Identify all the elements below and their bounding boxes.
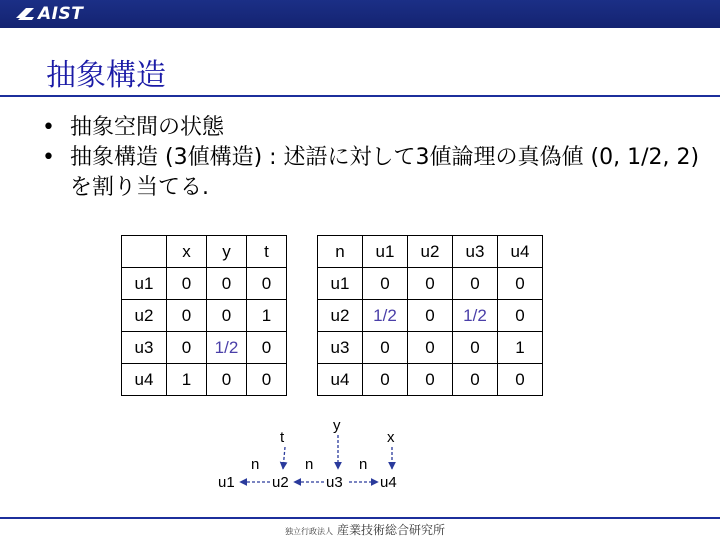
bullet-item [40,113,700,143]
bullet-text: 抽象空間の状態 [70,115,225,140]
bullet-list [40,113,700,203]
table-cell: u2 [408,236,453,268]
graph-node: u3 [326,474,343,491]
table-row [318,300,543,332]
table-cell: n [318,236,363,268]
table-cell [122,236,167,268]
header-bar [0,0,720,28]
table-cell: 1 [498,332,543,364]
table-cell: u1 [318,268,363,300]
table-cell: 0 [408,332,453,364]
table-cell: 1 [247,300,287,332]
pointer-label-t: t [280,429,285,446]
table-row [318,268,543,300]
table-cell: u2 [318,300,363,332]
bullet-item [40,143,700,203]
bullet-marker: • [42,115,55,140]
table-cell: 0 [167,268,207,300]
edge-label: n [359,456,368,473]
table-cell: 0 [408,364,453,396]
table-cell: 0 [408,300,453,332]
graph-node: u4 [380,474,397,491]
graph-node: u1 [218,474,235,491]
table-cell: 0 [498,268,543,300]
table-cell: 1/2 [363,300,408,332]
shape-graph-diagram [200,405,430,505]
footer-org-name: 産業技術総合研究所 [337,523,446,537]
table-cell: 0 [498,300,543,332]
table-row [122,332,287,364]
table-cell: u2 [122,300,167,332]
table-cell: 0 [167,300,207,332]
table-cell: 0 [247,364,287,396]
page-title: 抽象構造 [46,58,166,93]
table-row [122,300,287,332]
aist-logo [14,3,83,25]
table-cell: 0 [363,364,408,396]
logo-text: AIST [38,4,84,24]
footer-organization [285,521,445,538]
footer-org-prefix: 独立行政法人 [285,527,333,536]
table-cell: y [207,236,247,268]
table-cell: u1 [122,268,167,300]
table-cell: 0 [207,300,247,332]
footer-divider [0,517,720,519]
binary-predicate-table [317,235,543,396]
table-cell: 0 [453,268,498,300]
table-cell: u4 [318,364,363,396]
table-cell: 0 [363,268,408,300]
table-cell: u3 [318,332,363,364]
table-cell: 0 [207,364,247,396]
table-cell: t [247,236,287,268]
title-divider [0,95,720,97]
table-cell: u4 [122,364,167,396]
table-cell: 1/2 [207,332,247,364]
pointer-label-x: x [387,429,395,446]
table-cell: 0 [453,332,498,364]
table-header-row [318,236,543,268]
table-cell: u4 [498,236,543,268]
table-cell: 0 [363,332,408,364]
table-header-row [122,236,287,268]
table-cell: u1 [363,236,408,268]
pointer-arrow [283,447,285,469]
table-cell: 0 [247,268,287,300]
table-cell: 1/2 [453,300,498,332]
table-row [122,268,287,300]
edge-label: n [251,456,260,473]
table-cell: 1 [167,364,207,396]
edge-label: n [305,456,314,473]
table-row [318,332,543,364]
bullet-text: 抽象構造 (3値構造) : 述語に対して3値論理の真偽値 (0, 1/2, 2) を割り当てる. [70,145,700,200]
table-row [318,364,543,396]
table-cell: x [167,236,207,268]
table-cell: 0 [207,268,247,300]
table-cell: 0 [408,268,453,300]
table-cell: u3 [453,236,498,268]
graph-node: u2 [272,474,289,491]
table-cell: 0 [247,332,287,364]
table-cell: 0 [453,364,498,396]
table-cell: 0 [167,332,207,364]
pointer-label-y: y [333,417,341,434]
unary-predicate-table [121,235,287,396]
table-cell: 0 [498,364,543,396]
bullet-marker: • [42,145,55,170]
table-row [122,364,287,396]
aist-logo-icon [14,6,36,22]
table-cell: u3 [122,332,167,364]
